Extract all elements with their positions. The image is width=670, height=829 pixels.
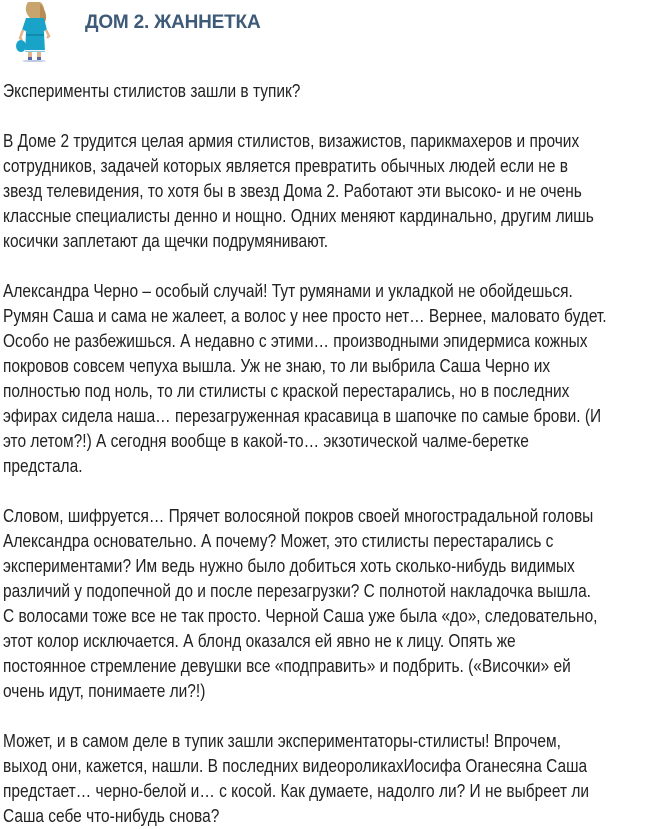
paragraph-line: экспериментами? Им ведь нужно было добиться хоть сколько-нибудь видимых [3, 556, 575, 576]
paragraph-4 [3, 729, 663, 829]
article-headline: Эксперименты стилистов зашли в тупик? [3, 81, 301, 101]
paragraph-line: покровов совсем чепуха вышла. Уж не знаю, то ли выбрила Саша Черно их [3, 356, 551, 376]
site-title[interactable]: ДОМ 2. ЖАННЕТКА [85, 12, 261, 33]
paragraph-gap [3, 704, 663, 729]
site-header [0, 0, 670, 70]
paragraph-line: эфирах сидела наша… перезагруженная красавица в шапочке по самые брови. (И [3, 406, 602, 426]
paragraph-line: В Доме 2 трудится целая армия стилистов, визажистов, парикмахеров и прочих [3, 131, 580, 151]
paragraph-gap [3, 254, 663, 279]
logo-woman-in-blue-dress-icon[interactable] [14, 0, 54, 64]
paragraph-line: выход они, кажется, нашли. В последних видеороликахИосифа Оганесяна Саша [3, 756, 588, 776]
paragraph-line: Саша себе что-нибудь снова? [3, 806, 220, 826]
paragraph-line: Александра Черно – особый случай! Тут румянами и укладкой не обойдешься. [3, 281, 573, 301]
paragraph-line: полностью под ноль, то ли стилисты с краской перестарались, но в последних [3, 381, 570, 401]
paragraph-line: классные специалисты денно и нощно. Одних меняют кардинально, другим лишь [3, 206, 594, 226]
paragraph-gap [3, 104, 663, 129]
paragraph-line: очень идут, понимаете ли?!) [3, 681, 206, 701]
paragraph-line: Александра основательно. А почему? Может, это стилисты перестарались с [3, 531, 554, 551]
paragraph-line: Словом, шифруется… Прячет волосяной покров своей многострадальной головы [3, 506, 594, 526]
article-body [3, 79, 663, 829]
paragraph-line: различий у подопечной до и после перезагрузки? С полнотой накладочка вышла. [3, 581, 591, 601]
paragraph-line: предстала. [3, 456, 83, 476]
paragraph-line: этот колор исключается. А блонд оказался ей явно не к лицу. Опять же [3, 631, 516, 651]
paragraph-line: постоянное стремление девушки все «подправить» и подбрить. («Височки» ей [3, 656, 571, 676]
paragraph-line: это летом?!) А сегодня вообще в какой-то… экзотической чалме-беретке [3, 431, 529, 451]
paragraph-line: звезд телевидения, то хотя бы в звезд Дома 2. Работают эти высоко- и не очень [3, 181, 582, 201]
paragraph-line: сотрудников, задачей которых является превратить обычных людей если не в [3, 156, 568, 176]
paragraph-line: предстает… черно-белой и… с косой. Как думаете, надолго ли? И не выбреет ли [3, 781, 590, 801]
paragraph-3 [3, 504, 663, 704]
paragraph-line: Особо не разбежишься. А недавно с этими… производными эпидермиса кожных [3, 331, 588, 351]
paragraph-2 [3, 279, 663, 479]
paragraph-gap [3, 479, 663, 504]
paragraph-line: С волосами тоже все не так просто. Черной Саша уже была «до», следовательно, [3, 606, 598, 626]
paragraph-line: Может, и в самом деле в тупик зашли экспериментаторы-стилисты! Впрочем, [3, 731, 561, 751]
paragraph-line: косички заплетают да щечки подрумянивают. [3, 231, 329, 251]
paragraph-1 [3, 129, 663, 254]
paragraph-line: Румян Саша и сама не жалеет, а волос у нее просто нет… Вернее, маловато будет. [3, 306, 607, 326]
